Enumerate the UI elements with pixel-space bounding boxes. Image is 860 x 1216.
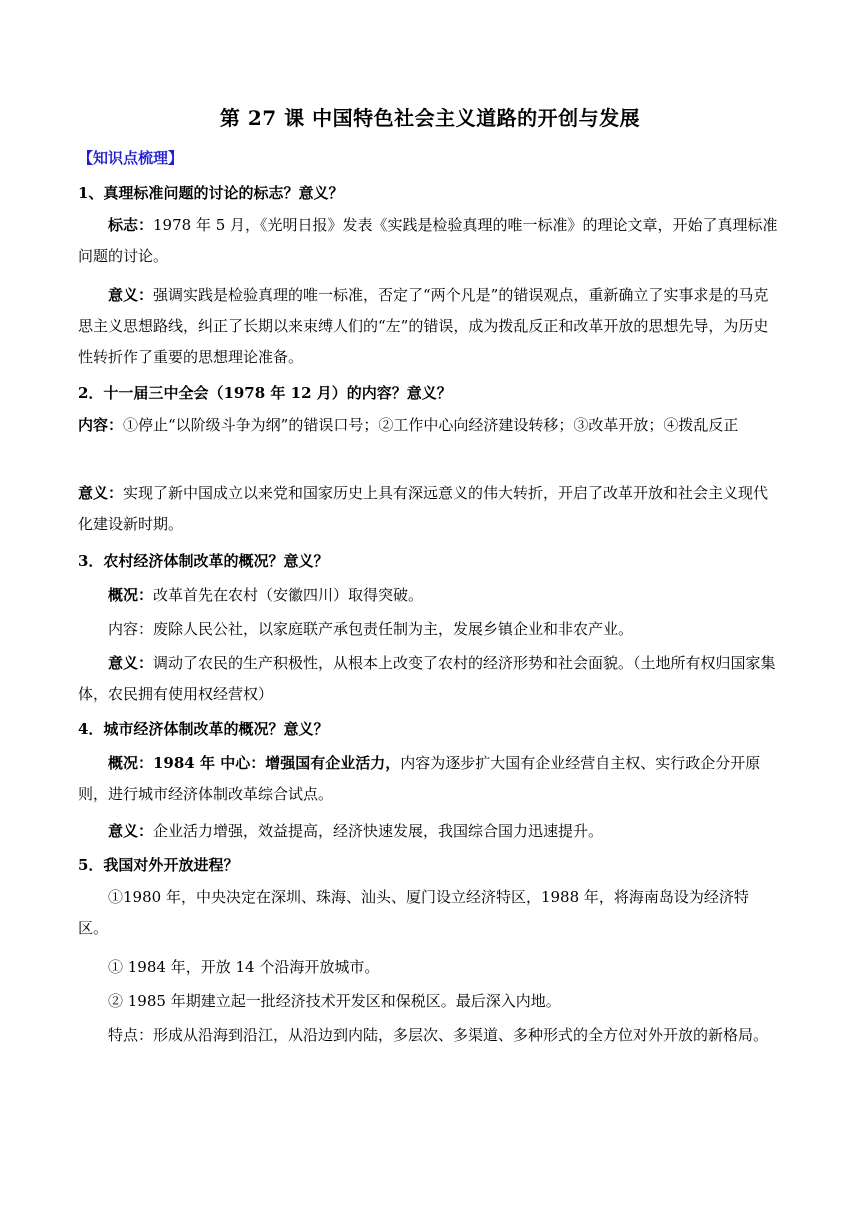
overview-label: 概况：1984 年 中心：增强国有企业活力，: [108, 754, 401, 772]
question-4-significance: [78, 816, 778, 847]
page-title: 第 27 课 中国特色社会主义道路的开创与发展: [219, 106, 641, 130]
question-1-heading: 1、真理标准问题的讨论的标志？意义？: [78, 184, 344, 202]
significance-label: 意义：: [108, 822, 154, 840]
overview-text: 内容为逐步扩大国有企业经营自主权、实行政企分开原则，进行城市经济体制改革综合试点。: [78, 754, 761, 803]
significance-label: 意义：: [78, 484, 124, 502]
question-5-feature: 特点：形成从沿海到沿江，从沿边到内陆，多层次、多渠道、多种形式的全方位对外开放的新格局。: [108, 1026, 769, 1044]
content-text: ①停止“以阶级斗争为纲”的错误口号；②工作中心向经济建设转移；③改革开放；④拨乱反正: [123, 416, 739, 434]
question-3-overview: [78, 580, 778, 611]
significance-text: 调动了农民的生产积极性，从根本上改变了农村的经济形势和社会面貌。（土地所有权归国家集体，农民拥有使用权经营权）: [78, 654, 776, 703]
question-1-mark: [78, 210, 778, 272]
mark-label: 标志：: [108, 216, 154, 234]
question-2-content: [78, 410, 778, 441]
question-3-heading: 3．农村经济体制改革的概况？意义？: [78, 552, 329, 570]
significance-label: 意义：: [108, 286, 154, 304]
content-label: 内容：: [78, 416, 124, 434]
question-4-heading: 4．城市经济体制改革的概况？意义？: [78, 720, 329, 738]
section-tag: 【知识点梳理】: [78, 149, 184, 167]
question-5-item-3: ② 1985 年期建立起一批经济技术开发区和保税区。最后深入内地。: [108, 992, 561, 1010]
question-2-significance: [78, 478, 778, 540]
question-3-significance: [78, 648, 778, 710]
question-5-heading: 5．我国对外开放进程？: [78, 856, 239, 874]
overview-label: 概况：: [108, 586, 154, 604]
question-5-item-1: ①1980 年，中央决定在深圳、珠海、汕头、厦门设立经济特区，1988 年，将海南岛设为经济特区。: [78, 888, 749, 937]
question-5-item-2: ① 1984 年，开放 14 个沿海开放城市。: [108, 958, 380, 976]
significance-text: 实现了新中国成立以来党和国家历史上具有深远意义的伟大转折，开启了改革开放和社会主义现代化建设新时期。: [78, 484, 769, 533]
mark-text: 1978 年 5 月，《光明日报》发表《实践是检验真理的唯一标准》的理论文章，开始了真理标准问题的讨论。: [78, 216, 778, 265]
question-2-heading: 2．十一届三中全会（1978 年 12 月）的内容？意义？: [78, 384, 452, 402]
significance-text: 企业活力增强，效益提高，经济快速发展，我国综合国力迅速提升。: [153, 822, 604, 840]
significance-label: 意义：: [108, 654, 154, 672]
question-1-significance: [78, 280, 778, 373]
significance-text: 强调实践是检验真理的唯一标准，否定了“两个凡是”的错误观点，重新确立了实事求是的马克思主义思想路线，纠正了长期以来束缚人们的“左”的错误，成为拨乱反正和改革开放的思想先导，为历史性转折作了重要的思想理论准备。: [78, 286, 769, 366]
question-4-overview: [78, 748, 778, 810]
overview-text: 改革首先在农村（安徽四川）取得突破。: [153, 586, 424, 604]
question-3-content: 内容：废除人民公社，以家庭联产承包责任制为主，发展乡镇企业和非农产业。: [108, 620, 634, 638]
